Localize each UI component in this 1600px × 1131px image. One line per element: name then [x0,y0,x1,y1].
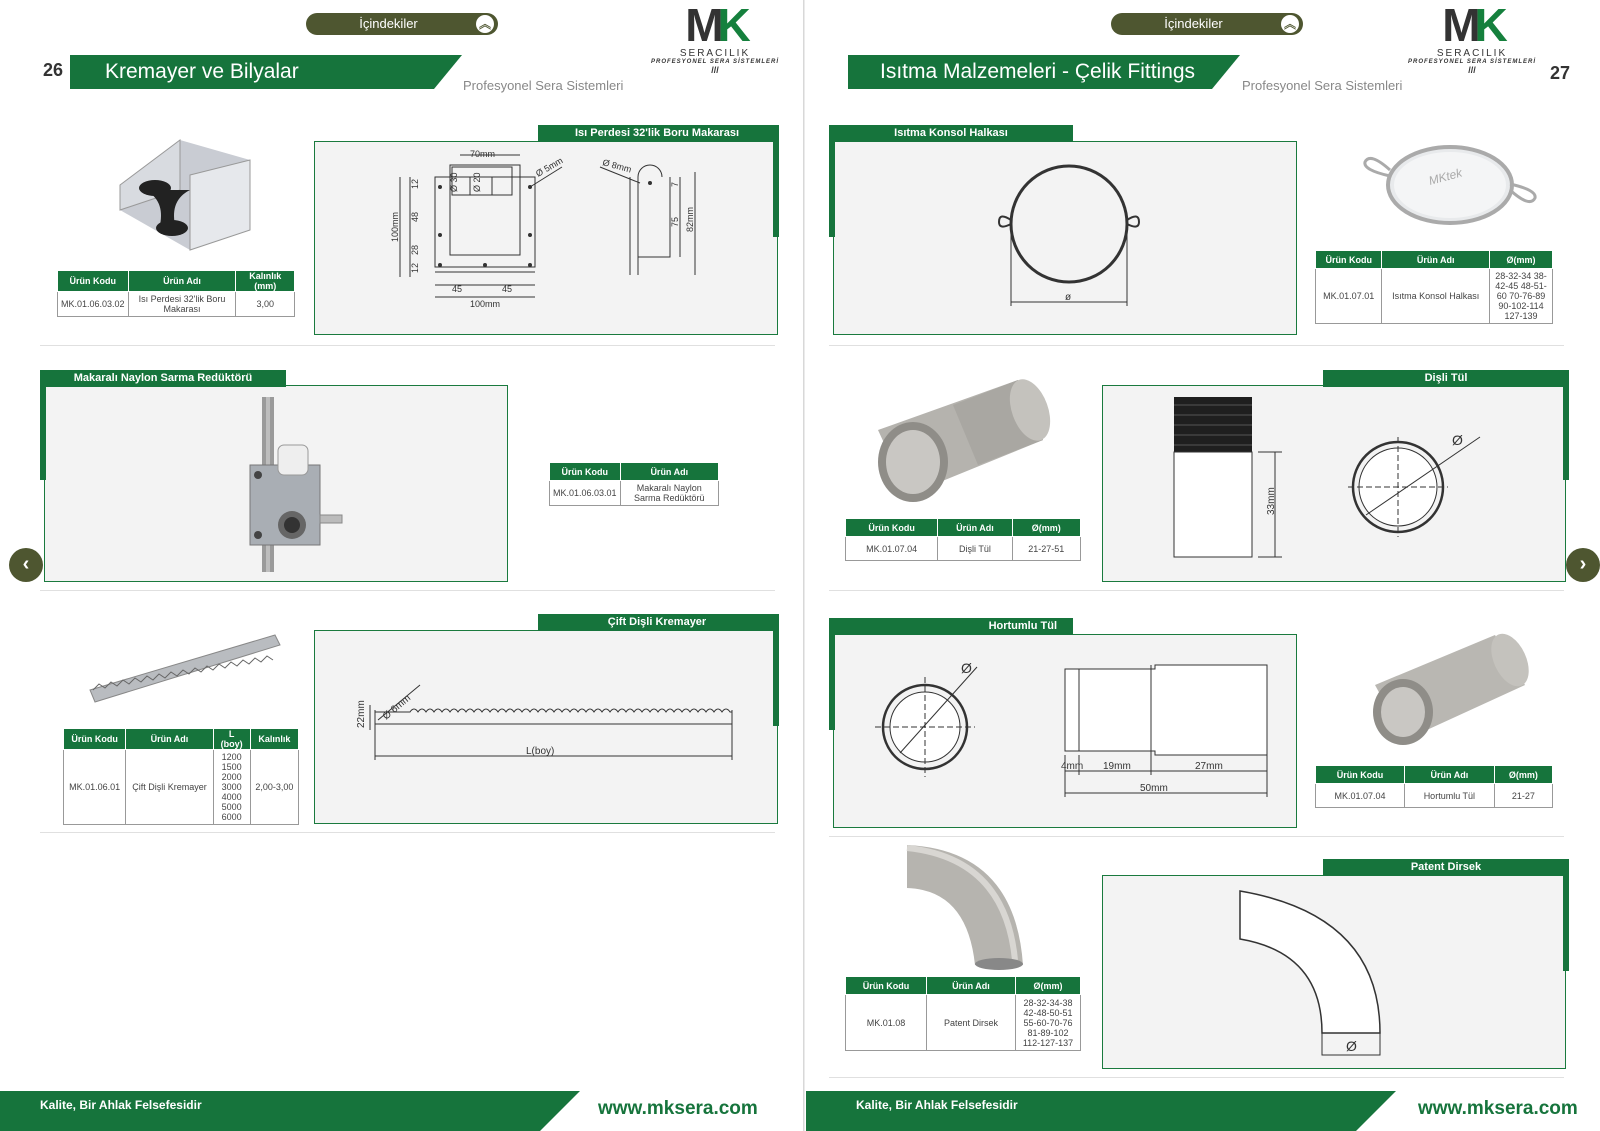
product-photo-elbow [905,840,1035,970]
footer-motto: Kalite, Bir Ahlak Felsefesidir [856,1098,1018,1112]
dim-rack-diameter: Ø 6mm [380,692,414,723]
th-code: Ürün Kodu [1316,251,1382,269]
cell-name: Isı Perdesi 32'lik Boru Makarası [128,292,236,317]
footer-motto: Kalite, Bir Ahlak Felsefesidir [40,1098,202,1112]
panel-tab-threaded-nipple: Dişli Tül [1323,370,1569,387]
th-name: Ürün Adı [938,519,1012,537]
page-title: Kremayer ve Bilyalar [105,60,299,83]
dim-hole: Ø 5mm [534,155,565,179]
dim-d30: Ø 30 [449,172,459,192]
technical-drawing-rack [350,680,750,770]
toc-label: İçindekiler [1164,16,1223,31]
dim-width: 70mm [470,149,496,159]
panel-tab-rack: Çift Dişli Kremayer [538,614,776,631]
dim-side-diameter: Ø 8mm [601,157,633,175]
company-logo: MK SERACILIK PROFESYONEL SERA SİSTEMLERİ /// [640,2,790,75]
dim-seg3: 28 [410,244,420,255]
th-name: Ürün Adı [1382,251,1490,269]
toc-button-left[interactable] [306,13,498,35]
th-diameter: Ø(mm) [1494,766,1552,784]
product-photo-rack [85,630,285,710]
th-name: Ürün Adı [126,729,213,750]
logo-tagline: PROFESYONEL SERA SİSTEMLERİ [650,59,779,65]
cell-diameters: 21-27 [1494,784,1552,808]
cell-code: MK.01.07.01 [1316,269,1382,324]
dim-side-75: 75 [670,216,680,227]
th-length: L (boy) [213,729,250,750]
spec-table-reducer [549,462,719,506]
company-logo: MK SERACILIK PROFESYONEL SERA SİSTEMLERİ /// [1397,2,1547,75]
dim-elbow-diameter: Ø [1346,1038,1357,1054]
dim-hose-total: 50mm [1140,783,1168,794]
chevron-left-icon: ‹ [22,553,30,575]
toc-label: İçindekiler [359,16,418,31]
spec-table-threaded-nipple [845,518,1081,561]
panel-tab-hose-nipple: Hortumlu Tül [829,618,1073,635]
book-spine [803,0,805,1131]
spec-table-rack [63,728,299,825]
logo-tagline: PROFESYONEL SERA SİSTEMLERİ [1407,59,1536,65]
dim-height: 100mm [390,211,400,242]
th-diameter: Ø(mm) [1490,251,1553,269]
prev-page-button[interactable] [9,548,43,582]
page-title: Isıtma Malzemeleri - Çelik Fittings [880,60,1196,83]
th-code: Ürün Kodu [58,271,129,292]
dim-side-7: 7 [670,181,680,187]
th-name: Ürün Adı [128,271,236,292]
cell-code: MK.01.06.01 [64,750,126,825]
th-name: Ürün Adı [926,977,1015,995]
next-page-button[interactable] [1566,548,1600,582]
cell-code: MK.01.06.03.01 [550,481,621,506]
toc-button-right[interactable] [1111,13,1303,35]
th-code: Ürün Kodu [550,463,621,481]
cell-name: Isıtma Konsol Halkası [1382,269,1490,324]
dim-nipple-diameter: Ø [1452,432,1463,448]
panel-tab-roller: Isı Perdesi 32'lik Boru Makarası [538,125,776,142]
page-number-right: 27 [1550,63,1571,83]
dim-hose-diameter: Ø [961,660,972,676]
logo-mark: MK [685,0,745,51]
dim-hose-b: 19mm [1103,761,1131,772]
cell-code: MK.01.07.04 [846,537,938,561]
th-diameter: Ø(mm) [1016,977,1081,995]
cell-thickness: 3,00 [236,292,295,317]
cell-name: Patent Dirsek [926,995,1015,1051]
dim-hose-c: 27mm [1195,761,1223,772]
logo-name: SERACILIK [1436,48,1508,59]
footer-website-link[interactable]: www.mksera.com [1418,1098,1578,1119]
product-photo-roller [100,130,270,255]
technical-drawing-roller [390,147,730,322]
page-subtitle: Profesyonel Sera Sistemleri [463,78,624,93]
cell-name: Makaralı Naylon Sarma Redüktörü [620,481,718,506]
dim-seg1: 12 [410,178,420,189]
dim-nipple-height: 33mm [1266,487,1277,515]
panel-tab-reducer: Makaralı Naylon Sarma Redüktörü [40,370,286,387]
product-photo-threaded-nipple [868,370,1058,510]
cell-length: 1200 1500 2000 3000 4000 5000 6000 [213,750,250,825]
panel-tab-ring: Isıtma Konsol Halkası [829,125,1073,142]
cell-name: Hortumlu Tül [1405,784,1495,808]
technical-drawing-ring [975,158,1165,313]
logo-name: SERACILIK [679,48,751,59]
cell-code: MK.01.06.03.02 [58,292,129,317]
cell-code: MK.01.08 [846,995,927,1051]
th-name: Ürün Adı [620,463,718,481]
technical-drawing-threaded-nipple [1160,395,1500,570]
double-chevron-up-icon: ︽ [476,15,494,33]
dim-bottom-width: 100mm [470,299,501,309]
technical-drawing-hose-nipple [865,655,1285,810]
th-name: Ürün Adı [1405,766,1495,784]
spec-table-elbow [845,976,1081,1051]
dim-rack-height: 22mm [356,700,367,728]
page-title-bar-left [70,55,462,89]
dim-seg2: 48 [410,211,420,222]
dim-seg4: 12 [410,262,420,273]
photo-embossed-text: MKtek [1427,165,1464,188]
footer-website-link[interactable]: www.mksera.com [598,1098,758,1119]
dim-d20: Ø 20 [472,172,482,192]
cell-diameters: 21-27-51 [1012,537,1080,561]
product-photo-reducer [240,395,360,575]
cell-name: Çift Dişli Kremayer [126,750,213,825]
panel-tab-elbow: Patent Dirsek [1323,859,1569,876]
cell-code: MK.01.07.04 [1316,784,1405,808]
product-photo-ring [1360,140,1540,235]
dim-hose-a: 4mm [1061,761,1084,772]
th-code: Ürün Kodu [846,519,938,537]
spec-table-hose-nipple [1315,765,1553,808]
logo-mark: MK [1442,0,1502,51]
dim-rack-length: L(boy) [526,746,555,757]
dim-b1: 45 [452,284,463,294]
th-diameter: Ø(mm) [1012,519,1080,537]
cell-name: Dişli Tül [938,537,1012,561]
cell-thickness: 2,00-3,00 [250,750,298,825]
spec-table-roller [57,270,295,317]
th-thickness: Kalınlık (mm) [236,271,295,292]
cell-diameters: 28-32-34 38-42-45 48-51-60 70-76-89 90-102-114 127-139 [1490,269,1553,324]
dim-ring-diameter: ø [1065,292,1072,303]
th-code: Ürün Kodu [64,729,126,750]
double-chevron-up-icon: ︽ [1281,15,1299,33]
th-code: Ürün Kodu [1316,766,1405,784]
page-subtitle: Profesyonel Sera Sistemleri [1242,78,1403,93]
dim-side-82: 82mm [685,206,695,232]
page-number-left: 26 [43,60,64,80]
dim-b2: 45 [502,284,513,294]
chevron-right-icon: › [1579,553,1587,575]
cell-diameters: 28-32-34-38 42-48-50-51 55-60-70-76 81-89-102 112-127-137 [1016,995,1081,1051]
th-thickness: Kalınlık [250,729,298,750]
page-title-bar-right [848,55,1240,89]
product-photo-hose-nipple [1365,630,1535,750]
spec-table-ring [1315,250,1553,324]
technical-drawing-elbow [1230,885,1390,1060]
th-code: Ürün Kodu [846,977,927,995]
